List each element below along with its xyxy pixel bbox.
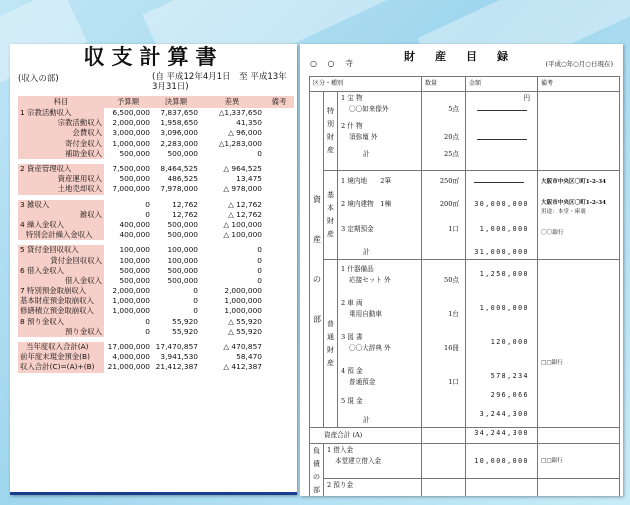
actual-amount: 8,464,525 [160, 164, 198, 174]
table-row [18, 306, 294, 316]
budget-amount: 0 [145, 209, 150, 219]
budget-amount: 3,000,000 [112, 128, 150, 138]
remarks-cell [264, 220, 294, 230]
item-cell: 1 借入金 本堂建立借入金 [324, 444, 422, 479]
remarks-cell [264, 128, 294, 138]
table-row [18, 276, 294, 286]
table-row [18, 327, 294, 337]
item-cell: 1 什器備品 応接セット 外 2 車 両 乗用自動車 3 図 書 〇〇大辞典 外 4 預 金 普通預金 5 現 金 計 [338, 260, 422, 428]
budget-amount: 6,500,000 [112, 108, 150, 118]
actual-amount: 21,412,387 [155, 362, 198, 372]
remarks-cell [264, 362, 294, 372]
difference-amount: △1,283,000 [218, 138, 262, 148]
column-header: 数量 [422, 77, 466, 92]
table-row [18, 174, 294, 184]
table-row [18, 266, 294, 276]
quantity-cell: 50点 1台 16冊 1口 [422, 260, 466, 428]
row-label: 収入合計(C)=(A)+(B) [18, 362, 104, 372]
budget-amount: 0 [145, 199, 150, 209]
difference-amount: 0 [257, 245, 262, 255]
income-table [18, 96, 294, 373]
budget-amount: 2,000,000 [112, 286, 150, 296]
property-inventory-document [300, 44, 623, 496]
table-row [310, 428, 620, 444]
actual-amount: 0 [193, 286, 198, 296]
actual-amount: 500,000 [167, 275, 198, 285]
remarks-cell [264, 276, 294, 286]
remarks-cell [264, 108, 294, 118]
actual-amount: 7,837,650 [160, 108, 198, 118]
row-label: 預り金収入 [18, 327, 104, 337]
as-of-date: (平成○年○月○日現在) [545, 60, 613, 68]
budget-amount: 1,000,000 [112, 296, 150, 306]
quantity-cell: 5点 20点 25点 [422, 92, 466, 171]
remarks-cell [264, 230, 294, 240]
document-subtitle: (収入の部) [18, 74, 59, 84]
table-row [18, 230, 294, 240]
difference-amount: 58,470 [236, 352, 262, 362]
column-header: 科目 [18, 96, 104, 108]
budget-amount: 500,000 [119, 275, 150, 285]
budget-amount: 0 [145, 316, 150, 326]
section-label-text: 資 産 の 部 [313, 194, 321, 324]
budget-amount: 1,000,000 [112, 306, 150, 316]
remarks-cell [264, 352, 294, 362]
remarks-cell [264, 164, 294, 174]
amount-cell: 30,000,000 1,000,000 31,000,000 [466, 171, 538, 260]
difference-amount: 0 [257, 148, 262, 158]
table-row [18, 128, 294, 138]
row-label: 8 預り金収入 [18, 317, 104, 327]
actual-amount: 500,000 [167, 230, 198, 240]
budget-amount: 100,000 [119, 255, 150, 265]
item-cell: 1 境内地 2筆 2 境内建物 1棟 3 定期預金 計 [338, 171, 422, 260]
actual-amount: 12,762 [172, 209, 198, 219]
difference-amount: △1,337,650 [218, 108, 262, 118]
column-header: 差異 [200, 96, 264, 108]
row-label: 雑収入 [18, 210, 104, 220]
difference-amount: 0 [257, 265, 262, 275]
difference-amount: △ 978,000 [223, 184, 262, 194]
amount-cell: 10,000,000 [466, 444, 538, 479]
income-table-body [18, 108, 294, 373]
row-label: 修繕積立預金取崩収入 [18, 306, 104, 316]
row-label: 借入金収入 [18, 276, 104, 286]
actual-amount: 0 [193, 296, 198, 306]
section-label-text: 普 通 財 産 [327, 319, 334, 367]
section-label-text: 負 債 の 部 [313, 447, 320, 494]
table-row [18, 352, 294, 362]
table-row [18, 108, 294, 118]
section-label-text: 特 別 財 産 [327, 107, 334, 154]
actual-amount: 1,958,650 [160, 118, 198, 128]
blank-line [477, 139, 527, 140]
remarks-cell [264, 296, 294, 306]
difference-amount: △ 470,857 [223, 342, 262, 352]
budget-amount: 4,000,000 [112, 352, 150, 362]
row-label: 7 特別預金取崩収入 [18, 286, 104, 296]
remarks-cell [264, 266, 294, 276]
table-row [18, 296, 294, 306]
remarks-cell [264, 245, 294, 255]
row-label: 寄付金収入 [18, 139, 104, 149]
quantity-cell [422, 479, 466, 496]
actual-amount: 12,762 [172, 199, 198, 209]
budget-amount: 17,000,000 [107, 342, 150, 352]
row-label: 会費収入 [18, 128, 104, 138]
remarks-cell [264, 342, 294, 352]
difference-amount: 1,000,000 [224, 296, 262, 306]
row-label: 補助金収入 [18, 149, 104, 159]
remarks-cell [264, 306, 294, 316]
actual-amount: 2,283,000 [160, 138, 198, 148]
budget-amount: 500,000 [119, 174, 150, 184]
remarks-cell [264, 174, 294, 184]
budget-amount: 1,000,000 [112, 138, 150, 148]
remarks-cell [264, 118, 294, 128]
quantity-cell: 250㎡ 200㎡ 1口 [422, 171, 466, 260]
column-header: 備考 [264, 96, 294, 108]
table-row [18, 184, 294, 194]
actual-amount: 0 [193, 306, 198, 316]
remarks-cell [264, 184, 294, 194]
difference-amount: 41,350 [236, 118, 262, 128]
remarks-cell [264, 255, 294, 265]
actual-amount: 500,000 [167, 148, 198, 158]
remarks-cell [538, 428, 620, 444]
difference-amount: △ 12,762 [228, 209, 262, 219]
actual-amount: 7,978,000 [160, 184, 198, 194]
budget-amount: 2,000,000 [112, 118, 150, 128]
section-label-text: 基 本 財 産 [327, 191, 334, 238]
row-label: 1 宗教活動収入 [18, 108, 104, 118]
table-row [18, 220, 294, 230]
item-cell: 1 宝 物 〇〇如来像外 2 什 物 須弥壇 外 計 [338, 92, 422, 171]
subsection-label [324, 171, 338, 260]
table-row [310, 92, 620, 171]
income-statement-document [10, 44, 297, 495]
difference-amount: △ 100,000 [223, 230, 262, 240]
column-header: 決算額 [152, 96, 200, 108]
amount-cell [466, 479, 538, 496]
table-row [18, 255, 294, 265]
table-row [18, 139, 294, 149]
budget-amount: 0 [145, 326, 150, 336]
document-title: 財産目録 [404, 50, 528, 63]
difference-amount: 13,475 [236, 174, 262, 184]
remarks-cell [264, 286, 294, 296]
budget-amount: 400,000 [119, 230, 150, 240]
difference-amount: 0 [257, 275, 262, 285]
amount-cell: 円 [466, 92, 538, 171]
actual-amount: 3,941,530 [160, 352, 198, 362]
row-label: 4 繰入金収入 [18, 220, 104, 230]
row-label: 6 借入金収入 [18, 266, 104, 276]
total-amount: 34,244,300 [466, 428, 538, 444]
budget-amount: 7,000,000 [112, 184, 150, 194]
remarks-cell [264, 200, 294, 210]
difference-amount: 1,000,000 [224, 306, 262, 316]
difference-amount: 0 [257, 255, 262, 265]
column-header: 備考 [538, 77, 620, 92]
row-label: 3 雑収入 [18, 200, 104, 210]
actual-amount: 55,920 [172, 326, 198, 336]
difference-amount: 2,000,000 [224, 286, 262, 296]
row-label: 2 資産管理収入 [18, 164, 104, 174]
table-header-row [18, 96, 294, 108]
row-label: 当年度収入合計(A) [18, 342, 104, 352]
blank-line [474, 182, 524, 183]
budget-amount: 100,000 [119, 245, 150, 255]
remarks-cell [264, 139, 294, 149]
row-label: 貸付金回収収入 [18, 255, 104, 265]
blank-line [477, 110, 527, 111]
actual-amount: 3,096,000 [160, 128, 198, 138]
difference-amount: △ 100,000 [223, 219, 262, 229]
table-row [18, 200, 294, 210]
remarks-cell [264, 149, 294, 159]
quantity-cell [422, 444, 466, 479]
table-header-row [310, 77, 620, 92]
actual-amount: 17,470,857 [155, 342, 198, 352]
section-label [310, 92, 324, 428]
remarks-cell: □□銀行 [538, 260, 620, 428]
difference-amount: △ 55,920 [228, 316, 262, 326]
item-cell: 2 預り金 [324, 479, 422, 496]
table-row [18, 362, 294, 372]
row-label: 特別会計繰入金収入 [18, 230, 104, 240]
section-label [310, 444, 324, 497]
temple-name: ○ ○ 寺 [310, 59, 358, 68]
actual-amount: 500,000 [167, 265, 198, 275]
table-row [18, 210, 294, 220]
budget-amount: 500,000 [119, 265, 150, 275]
table-row [18, 317, 294, 327]
inventory-table [309, 76, 620, 496]
remarks-cell [538, 92, 620, 171]
row-label: 前年度末現金預金(B) [18, 352, 104, 362]
document-period: (自 平成12年4月1日 至 平成13年3月31日) [152, 72, 287, 92]
column-header: 金額 [466, 77, 538, 92]
table-row [310, 479, 620, 496]
remarks-cell [264, 327, 294, 337]
quantity-cell [422, 428, 466, 444]
document-title: 収支計算書 [83, 44, 224, 69]
difference-amount: △ 412,387 [223, 362, 262, 372]
actual-amount: 100,000 [167, 255, 198, 265]
actual-amount: 500,000 [167, 219, 198, 229]
table-row [18, 286, 294, 296]
table-row [18, 149, 294, 159]
remarks-cell [264, 317, 294, 327]
row-label: 5 貸付金回収収入 [18, 245, 104, 255]
remarks-cell: 大阪市中央区〇町1-2-34 大阪市中央区〇町1-2-34 用途：本堂・庫裏 〇〇銀行 [538, 171, 620, 260]
budget-amount: 7,500,000 [112, 164, 150, 174]
subsection-label [324, 260, 338, 428]
table-row [310, 171, 620, 260]
remarks-cell [538, 479, 620, 496]
budget-amount: 500,000 [119, 148, 150, 158]
row-label: 土地売却収入 [18, 184, 104, 194]
difference-amount: △ 12,762 [228, 199, 262, 209]
actual-amount: 55,920 [172, 316, 198, 326]
actual-amount: 100,000 [167, 245, 198, 255]
row-label: 宗教活動収入 [18, 118, 104, 128]
difference-amount: △ 55,920 [228, 326, 262, 336]
total-label: 資産合計 (A) [310, 428, 422, 444]
table-row [18, 164, 294, 174]
remarks-cell: □□銀行 [538, 444, 620, 479]
column-header: 予算額 [104, 96, 152, 108]
table-row [18, 245, 294, 255]
amount-cell: 1,250,000 1,000,000 120,000 578,234 296,066 3,244,300 [466, 260, 538, 428]
budget-amount: 400,000 [119, 219, 150, 229]
budget-amount: 21,000,000 [107, 362, 150, 372]
table-row [310, 444, 620, 479]
difference-amount: △ 96,000 [228, 128, 262, 138]
table-row [310, 260, 620, 428]
subsection-label [324, 92, 338, 171]
difference-amount: △ 964,525 [223, 164, 262, 174]
table-row [18, 342, 294, 352]
column-header: 区分・種別 [310, 77, 422, 92]
actual-amount: 486,525 [167, 174, 198, 184]
table-row [18, 118, 294, 128]
remarks-cell [264, 210, 294, 220]
row-label: 基本財産預金取崩収入 [18, 296, 104, 306]
row-label: 資産運用収入 [18, 174, 104, 184]
